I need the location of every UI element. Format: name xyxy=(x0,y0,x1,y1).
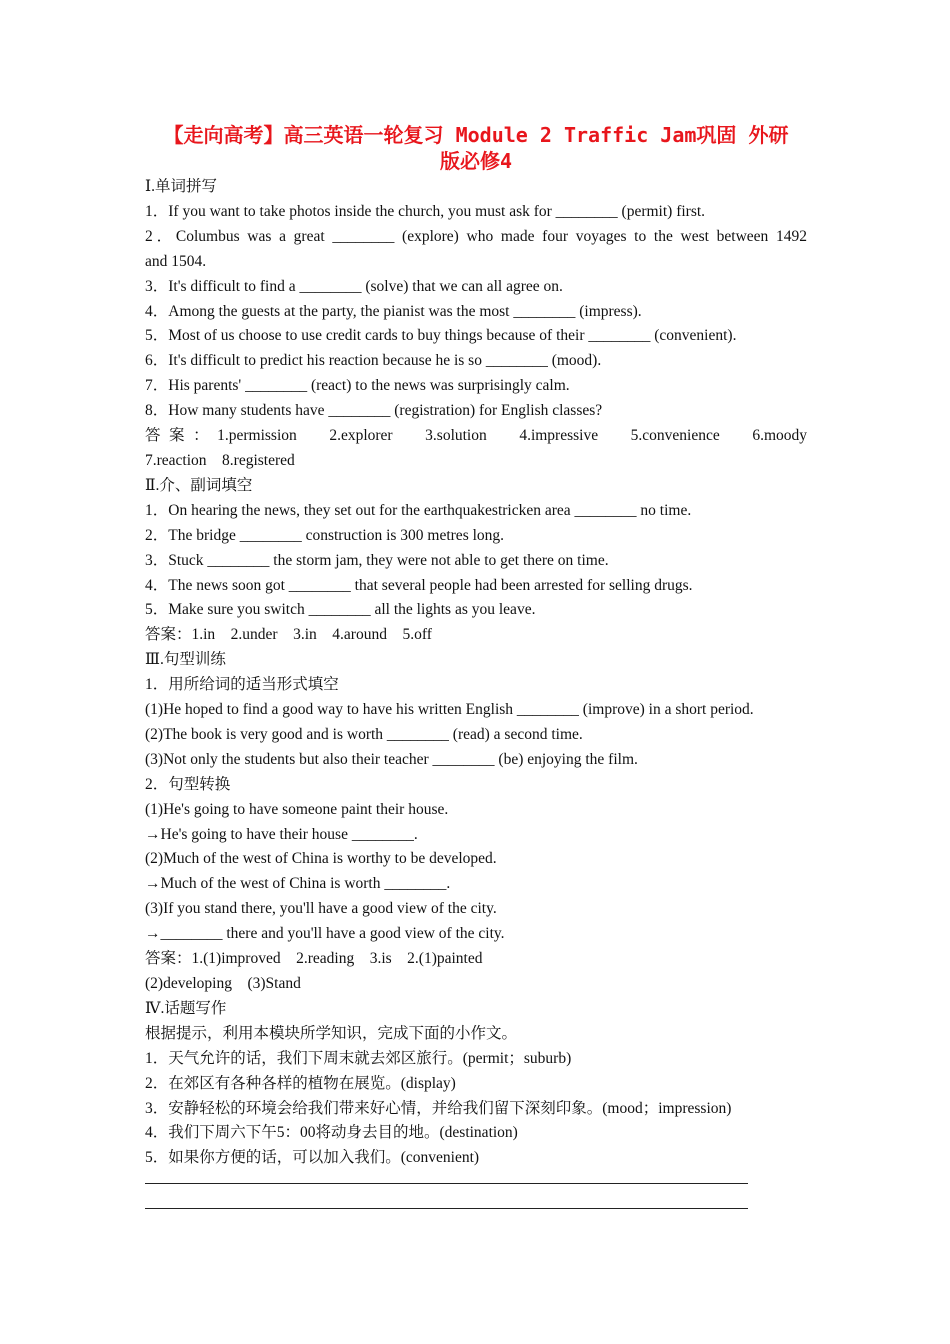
answer-line: 7.reaction 8.registered xyxy=(145,451,295,469)
question-line: 8．How many students have ________ (registration) for English classes? xyxy=(145,402,603,420)
question-line: 5．如果你方便的话，可以加入我们。(convenient) xyxy=(145,1149,480,1167)
question-line: 2．Columbus was a great ________ (explore) who made four voyages to the west between 1492 xyxy=(145,227,807,245)
question-line: 2．The bridge ________ construction is 300 metres long. xyxy=(145,526,505,544)
subsection-heading: 1．用所给词的适当形式填空 xyxy=(145,676,339,694)
question-line: →He's going to have their house ________. xyxy=(145,825,418,843)
question-line: 1．On hearing the news, they set out for the earthquakestricken area ________ no time. xyxy=(145,501,692,519)
question-line: →Much of the west of China is worth ________. xyxy=(145,875,451,893)
question-line: 3．安静轻松的环境会给我们带来好心情，并给我们留下深刻印象。(mood；impression) xyxy=(145,1099,732,1117)
question-line: and 1504. xyxy=(145,252,207,270)
subsection-heading: 2．句型转换 xyxy=(145,775,231,793)
question-line: 5．Make sure you switch ________ all the lights as you leave. xyxy=(145,601,536,619)
question-line: (1)He's going to have someone paint their house. xyxy=(145,800,449,818)
question-line: (1)He hoped to find a good way to have his written English ________ (improve) in a short period. xyxy=(145,701,754,719)
document-page xyxy=(145,122,807,1233)
section-4-heading: Ⅳ.话题写作 xyxy=(145,999,227,1017)
section-2-heading: Ⅱ.介、副词填空 xyxy=(145,476,253,494)
question-line: 7．His parents' ________ (react) to the news was surprisingly calm. xyxy=(145,377,570,395)
question-line: (3)If you stand there, you'll have a good view of the city. xyxy=(145,900,497,918)
section-3-heading: Ⅲ.句型训练 xyxy=(145,651,226,669)
answer-writing-line xyxy=(145,1208,748,1209)
question-line: 3．Stuck ________ the storm jam, they were not able to get there on time. xyxy=(145,551,609,569)
question-line: 6．It's difficult to predict his reaction because he is so ________ (mood). xyxy=(145,352,602,370)
question-line: (2)Much of the west of China is worthy to be developed. xyxy=(145,850,497,868)
question-line: 4．我们下周六下午5：00将动身去目的地。(destination) xyxy=(145,1124,518,1142)
title-line-2: 版必修4 xyxy=(439,149,513,173)
answer-writing-line xyxy=(145,1183,748,1184)
question-line: 4．The news soon got ________ that several people had been arrested for selling drugs. xyxy=(145,576,693,594)
question-line: 4．Among the guests at the party, the pianist was the most ________ (impress). xyxy=(145,302,642,320)
question-line: 1．If you want to take photos inside the church, you must ask for ________ (permit) first. xyxy=(145,202,706,220)
question-line: 3．It's difficult to find a ________ (solve) that we can all agree on. xyxy=(145,277,563,295)
question-line: 2．在郊区有各种各样的植物在展览。(display) xyxy=(145,1074,456,1092)
answer-line: 答案：1.permission 2.explorer 3.solution 4.impressive 5.convenience 6.moody xyxy=(145,427,807,445)
question-line: (2)The book is very good and is worth ________ (read) a second time. xyxy=(145,725,583,743)
answer-line: (2)developing (3)Stand xyxy=(145,975,301,992)
title-line-1: 【走向高考】高三英语一轮复习 Module 2 Traffic Jam巩固 外研 xyxy=(163,123,789,147)
question-line: →________ there and you'll have a good view of the city. xyxy=(145,925,505,943)
question-line: 1．天气允许的话，我们下周末就去郊区旅行。(permit；suburb) xyxy=(145,1049,572,1067)
section-1-heading: Ⅰ.单词拼写 xyxy=(145,178,217,195)
answer-line: 答案：1.in 2.under 3.in 4.around 5.off xyxy=(145,626,432,644)
instruction-line: 根据提示，利用本模块所学知识，完成下面的小作文。 xyxy=(145,1024,518,1042)
answer-line: 答案：1.(1)improved 2.reading 3.is 2.(1)painted xyxy=(145,950,483,968)
document-title xyxy=(145,122,807,174)
question-line: 5．Most of us choose to use credit cards to buy things because of their ________ (convenient). xyxy=(145,327,737,345)
question-line: (3)Not only the students but also their teacher ________ (be) enjoying the film. xyxy=(145,750,638,768)
